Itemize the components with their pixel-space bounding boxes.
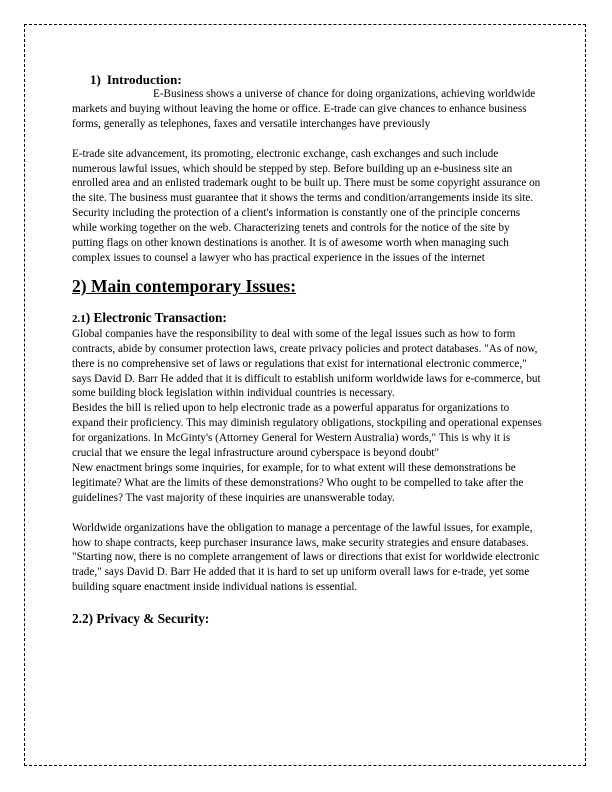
electronic-transaction-paragraph-4: Worldwide organizations have the obligation to manage a percentage of the lawful issues, for example, how to shape contracts, keep purchaser insurance laws, make security strategies and ensure databases. "Starting now, there is no complete arrangement of laws or directions that exist for worldwide electronic trade," says David D. Barr He added that it is hard to set up uniform overall laws for e-trade, yet some building square enactment inside individual nations is essential. — [72, 521, 540, 594]
electronic-transaction-number: 2.1 — [72, 312, 86, 325]
intro-paragraph-2: E-trade site advancement, its promoting, electronic exchange, cash exchanges and such include numerous lawful issues, which should be stepped by step. Before building up an e-business site an enrolled area and an enlisted trademark ought to be built up. There must be some copyright assurance on the site. The business must guarantee that it shows the terms and condition/arrangements inside its site. Security including the protection of a client's information is constantly one of the principle concerns while working together on the web. Characterizing tenets and controls for the notice of the site by putting flags on other known destinations is another. It is of awesome worth when managing such complex issues to counsel a lawyer who has practical experience in the issues of the internet — [72, 147, 541, 264]
electronic-transaction-paragraph-3: New enactment brings some inquiries, for example, for to what extent will these demonstrations be legitimate? What are the limits of these demonstrations? Who ought to be compelled to take after the guidelines? The vast majority of these inquiries are unanswerable today. — [72, 462, 524, 504]
electronic-transaction-heading — [72, 310, 542, 327]
paragraph-spacer — [72, 132, 542, 147]
privacy-security-heading: 2.2) Privacy & Security: — [72, 611, 210, 627]
intro-heading-text: Introduction: — [106, 72, 182, 87]
intro-paragraph-1: E-Business shows a universe of chance for doing organizations, achieving worldwide markets and buying without leaving the home or office. E-trade can give chances to enhance business forms, generally as telephones, faxes and versatile interchanges have previously — [72, 88, 536, 130]
electronic-transaction-paragraph-1: Global companies have the responsibility to deal with some of the legal issues such as how to form contracts, abide by consumer protection laws, create privacy policies and protect databases. "As of now, there is no comprehensive set of laws or regulations that exist for international electronic commerce," says David D. Barr He added that it is difficult to establish uniform worldwide laws for e-commerce, but some building block legislation within individual countries is necessary. — [72, 327, 541, 400]
document-body — [72, 72, 542, 627]
paragraph-spacer — [72, 506, 542, 521]
electronic-transaction-title: ) Electronic Transaction: — [85, 309, 227, 325]
intro-heading-number: 1) — [90, 72, 101, 87]
electronic-transaction-paragraph-2: Besides the bill is relied upon to help electronic trade as a powerful apparatus for organizations to expand their proficiency. This may diminish regulatory obligations, stockpiling and operational expenses for organizations. In McGinty's (Attorney General for Western Australia) words," This is why it is crucial that we ensure the legal infrastructure around cyberspace is beyond doubt" — [72, 402, 542, 460]
intro-heading — [90, 72, 542, 87]
main-issues-heading: 2) Main contemporary Issues: — [72, 275, 297, 296]
